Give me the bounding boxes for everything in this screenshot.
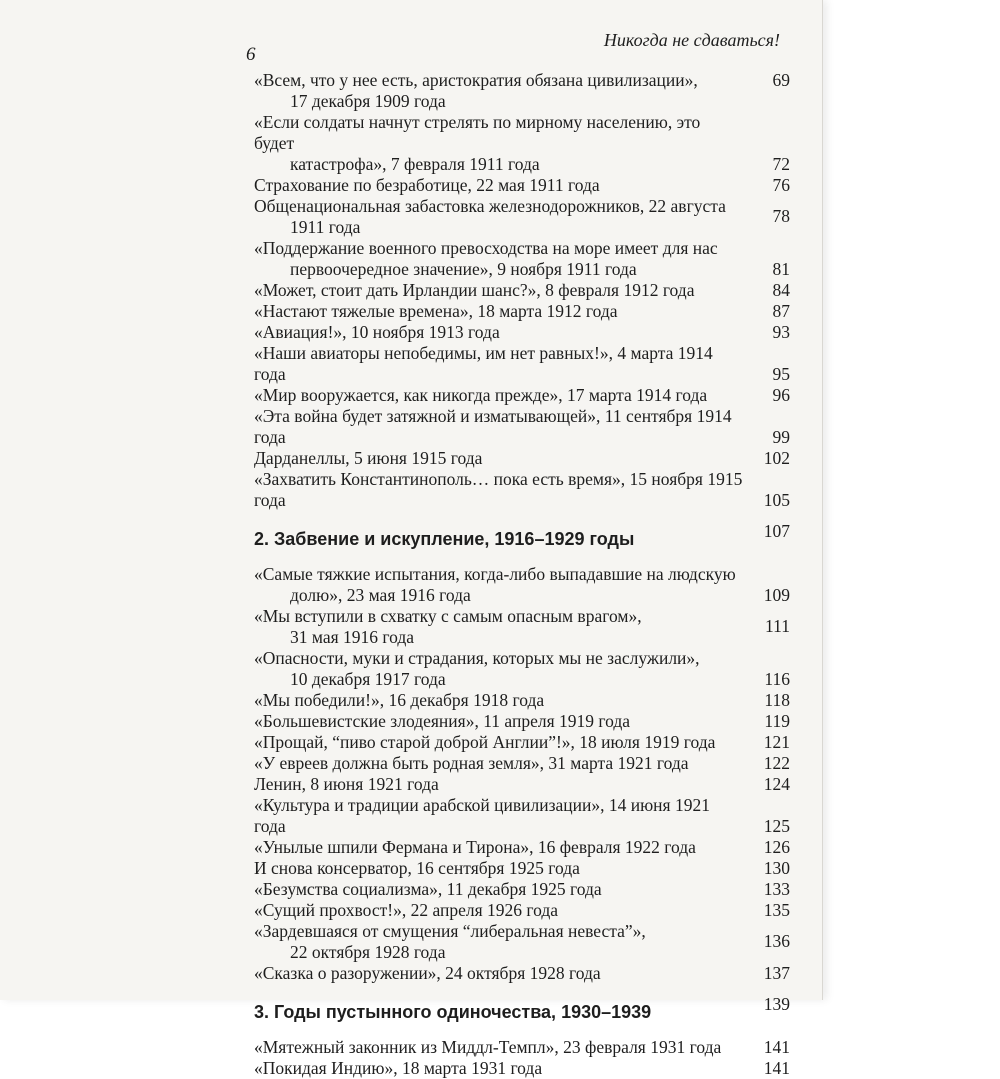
- entry-title: «Наши авиаторы непобедимы, им нет равных!», 4 марта 1914 года: [254, 343, 713, 384]
- toc-entry: [254, 858, 790, 879]
- entry-title-continuation: 17 декабря 1909 года: [290, 91, 446, 111]
- toc-entry: [254, 385, 790, 406]
- entry-page-number: 105: [763, 490, 790, 510]
- entry-title: «Авиация!», 10 ноября 1913 года: [254, 322, 500, 342]
- chapter-heading: [254, 994, 790, 1023]
- entry-page-number: 136: [763, 931, 790, 951]
- entry-title-continuation: 1911 года: [290, 217, 361, 237]
- entry-page-number: 109: [763, 585, 790, 605]
- entry-page-number: 111: [765, 616, 790, 636]
- entry-title: «Мятежный законник из Миддл-Темпл», 23 февраля 1931 года: [254, 1037, 722, 1057]
- toc-entry: [254, 448, 790, 469]
- entry-page-number: 72: [772, 154, 790, 174]
- entry-title: «У евреев должна быть родная земля», 31 марта 1921 года: [254, 753, 689, 773]
- toc-entry: [254, 690, 790, 711]
- toc-entry: [254, 322, 790, 343]
- entry-title: «Покидая Индию», 18 марта 1931 года: [254, 1058, 543, 1078]
- entry-title: «Мир вооружается, как никогда прежде», 17 марта 1914 года: [254, 385, 708, 405]
- page-number: 6: [246, 44, 256, 65]
- entry-page-number: 124: [763, 774, 790, 794]
- entry-title: «Эта война будет затяжной и изматывающей», 11 сентября 1914 года: [254, 406, 732, 447]
- toc-entry: [254, 343, 790, 385]
- entry-page-number: 126: [763, 837, 790, 857]
- entry-title-continuation: первоочередное значение», 9 ноября 1911 года: [290, 259, 637, 279]
- entry-title: И снова консерватор, 16 сентября 1925 года: [254, 858, 580, 878]
- entry-title-continuation: 22 октября 1928 года: [290, 942, 446, 962]
- entry-title: Страхование по безработице, 22 мая 1911 года: [254, 175, 600, 195]
- entry-title-continuation: 10 декабря 1917 года: [290, 669, 446, 689]
- running-title: Никогда не сдаваться!: [603, 30, 780, 50]
- entry-page-number: 135: [763, 900, 790, 920]
- entry-title: «Захватить Константинополь… пока есть время», 15 ноября 1915 года: [254, 469, 743, 510]
- toc-entry: [254, 963, 790, 984]
- entry-title: «Культура и традиции арабской цивилизации», 14 июня 1921 года: [254, 795, 710, 836]
- entry-page-number: 95: [772, 364, 790, 384]
- entry-title: Ленин, 8 июня 1921 года: [254, 774, 439, 794]
- entry-title: «Унылые шпили Фермана и Тирона», 16 февраля 1922 года: [254, 837, 696, 857]
- entry-title-continuation: катастрофа», 7 февраля 1911 года: [290, 154, 540, 174]
- entry-title: «Прощай, “пиво старой доброй Англии”!», 18 июля 1919 года: [254, 732, 716, 752]
- toc-entry: [254, 1058, 790, 1079]
- entry-page-number: 99: [772, 427, 790, 447]
- entry-page-number: 130: [763, 858, 790, 878]
- entry-page-number: 119: [764, 711, 790, 731]
- entry-page-number: 118: [764, 690, 790, 710]
- entry-title: «Всем, что у нее есть, аристократия обязана цивилизации»,: [254, 70, 698, 90]
- entry-title: «Самые тяжкие испытания, когда-либо выпадавшие на людскую: [254, 564, 736, 584]
- toc-entry: [254, 196, 790, 238]
- entry-page-number: 122: [763, 753, 790, 773]
- entry-page-number: 102: [763, 448, 790, 468]
- toc-entry: [254, 732, 790, 753]
- toc-entry: [254, 112, 790, 175]
- toc-entry: [254, 70, 790, 112]
- toc-entry: [254, 837, 790, 858]
- entry-title: «Безумства социализма», 11 декабря 1925 года: [254, 879, 602, 899]
- toc-entry: [254, 711, 790, 732]
- toc-entry: [254, 564, 790, 606]
- entry-page-number: 121: [763, 732, 790, 752]
- toc-entry: [254, 175, 790, 196]
- toc-entry: [254, 238, 790, 280]
- toc-entry: [254, 469, 790, 511]
- entry-page-number: 141: [763, 1037, 790, 1057]
- chapter-title: 3. Годы пустынного одиночества, 1930–1939: [254, 1002, 652, 1022]
- chapter-page-number: 139: [763, 994, 790, 1014]
- toc-entry: [254, 774, 790, 795]
- entry-page-number: 96: [772, 385, 790, 405]
- toc-entry: [254, 280, 790, 301]
- entry-page-number: 84: [772, 280, 790, 300]
- chapter-page-number: 107: [763, 521, 790, 541]
- entry-page-number: 116: [764, 669, 790, 689]
- entry-title: «Поддержание военного превосходства на море имеет для нас: [254, 238, 718, 258]
- entry-title: Дарданеллы, 5 июня 1915 года: [254, 448, 483, 468]
- entry-title: «Мы вступили в схватку с самым опасным врагом»,: [254, 606, 642, 626]
- toc-entry: [254, 406, 790, 448]
- entry-title-continuation: 31 мая 1916 года: [290, 627, 415, 647]
- entry-page-number: 133: [763, 879, 790, 899]
- toc-entry: [254, 921, 790, 963]
- entry-page-number: 69: [772, 70, 790, 90]
- toc-entry: [254, 879, 790, 900]
- chapter-title: 2. Забвение и искупление, 1916–1929 годы: [254, 529, 635, 549]
- entry-page-number: 76: [772, 175, 790, 195]
- entry-title: «Опасности, муки и страдания, которых мы не заслужили»,: [254, 648, 700, 668]
- toc-entry: [254, 606, 790, 648]
- entry-title: «Зардевшаяся от смущения “либеральная невеста”»,: [254, 921, 646, 941]
- toc-entry: [254, 1037, 790, 1058]
- entry-title-continuation: долю», 23 мая 1916 года: [290, 585, 471, 605]
- entry-page-number: 125: [763, 816, 790, 836]
- entry-page-number: 81: [772, 259, 790, 279]
- entry-page-number: 137: [763, 963, 790, 983]
- entry-page-number: 78: [772, 206, 790, 226]
- entry-title: «Сущий прохвост!», 22 апреля 1926 года: [254, 900, 559, 920]
- toc-entry: [254, 301, 790, 322]
- toc-entry: [254, 900, 790, 921]
- entry-title: «Если солдаты начнут стрелять по мирному населению, это будет: [254, 112, 701, 153]
- entry-page-number: 141: [763, 1058, 790, 1078]
- entry-page-number: 93: [772, 322, 790, 342]
- entry-title: «Настают тяжелые времена», 18 марта 1912 года: [254, 301, 618, 321]
- toc-entry: [254, 753, 790, 774]
- entry-title: «Мы победили!», 16 декабря 1918 года: [254, 690, 545, 710]
- toc-entry: [254, 795, 790, 837]
- entry-title: «Большевистские злодеяния», 11 апреля 1919 года: [254, 711, 631, 731]
- entry-title: Общенациональная забастовка железнодорожников, 22 августа: [254, 196, 726, 216]
- entry-page-number: 87: [772, 301, 790, 321]
- table-of-contents: [254, 70, 790, 1079]
- entry-title: «Может, стоит дать Ирландии шанс?», 8 февраля 1912 года: [254, 280, 695, 300]
- toc-entry: [254, 648, 790, 690]
- chapter-heading: [254, 521, 790, 550]
- entry-title: «Сказка о разоружении», 24 октября 1928 года: [254, 963, 601, 983]
